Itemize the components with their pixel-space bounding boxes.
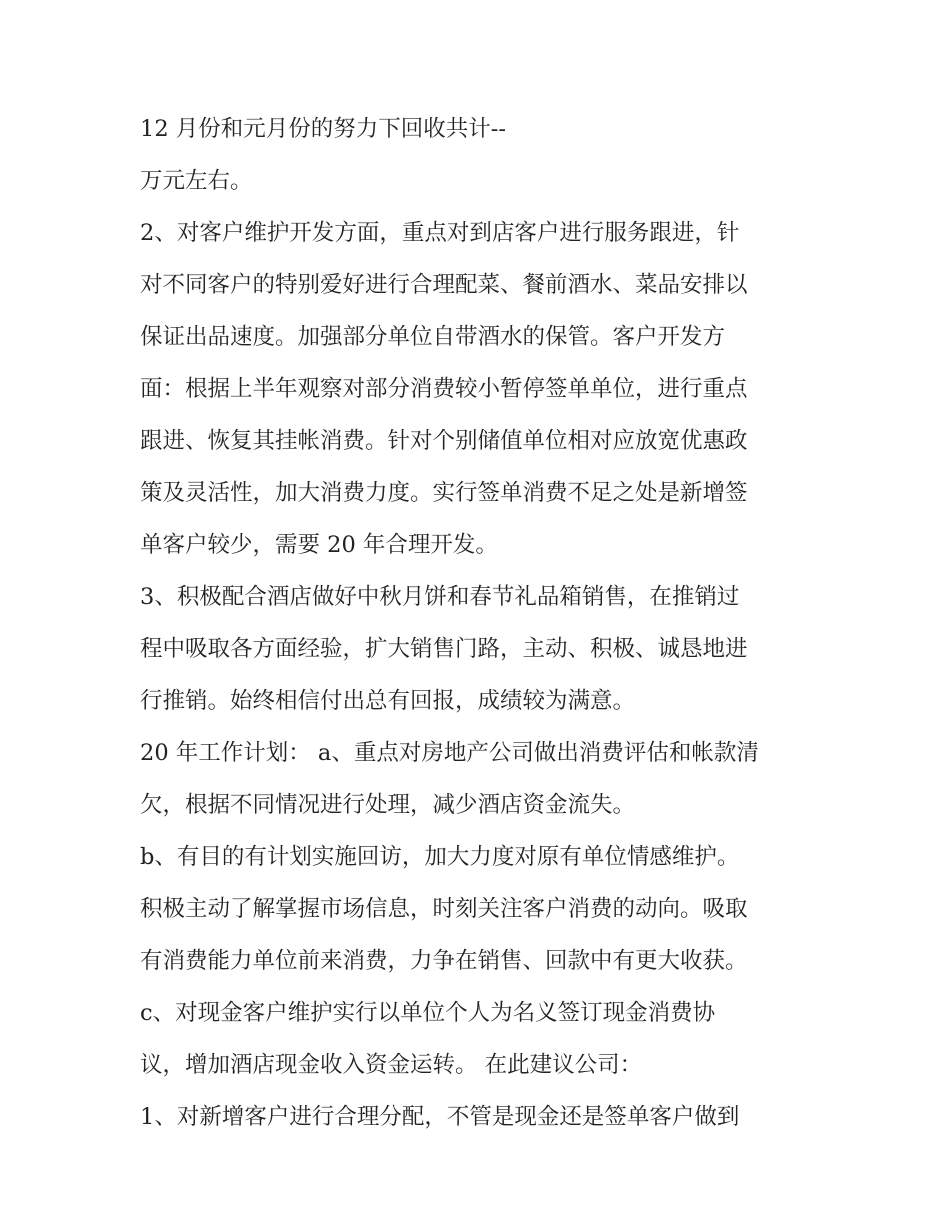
text-line: 单客户较少，需要 20 年合理开发。	[140, 532, 498, 558]
text-line: c、对现金客户维护实行以单位个人为名义签订现金消费协	[140, 1000, 716, 1026]
text-line: 20 年工作计划： a、重点对房地产公司做出消费评估和帐款清	[140, 740, 759, 766]
text-line: 行推销。始终相信付出总有回报，成绩较为满意。	[140, 688, 636, 714]
text-line: 策及灵活性，加大消费力度。实行签单消费不足之处是新增签	[140, 480, 748, 506]
text-line: 程中吸取各方面经验，扩大销售门路，主动、积极、诚恳地进	[140, 636, 748, 662]
text-line: 12 月份和元月份的努力下回收共计--	[140, 116, 506, 142]
text-line: b、有目的有计划实施回访，加大力度对原有单位情感维护。	[140, 844, 740, 870]
text-line: 3、积极配合酒店做好中秋月饼和春节礼品箱销售，在推销过	[140, 584, 740, 610]
text-line: 对不同客户的特别爱好进行合理配菜、餐前酒水、菜品安排以	[140, 272, 748, 298]
text-line: 1、对新增客户进行合理分配，不管是现金还是签单客户做到	[140, 1104, 740, 1130]
text-line: 议，增加酒店现金收入资金运转。 在此建议公司：	[140, 1052, 643, 1078]
text-line: 有消费能力单位前来消费，力争在销售、回款中有更大收获。	[140, 948, 748, 974]
text-line: 欠，根据不同情况进行处理，减少酒店资金流失。	[140, 792, 636, 818]
text-line: 万元左右。	[140, 168, 253, 194]
text-line: 积极主动了解掌握市场信息，时刻关注客户消费的动向。吸取	[140, 896, 748, 922]
text-line: 面：根据上半年观察对部分消费较小暂停签单单位，进行重点	[140, 376, 748, 402]
text-line: 2、对客户维护开发方面，重点对到店客户进行服务跟进，针	[140, 220, 740, 246]
text-line: 保证出品速度。加强部分单位自带酒水的保管。客户开发方	[140, 324, 726, 350]
text-line: 跟进、恢复其挂帐消费。针对个别储值单位相对应放宽优惠政	[140, 428, 748, 454]
document-body	[140, 103, 830, 1143]
